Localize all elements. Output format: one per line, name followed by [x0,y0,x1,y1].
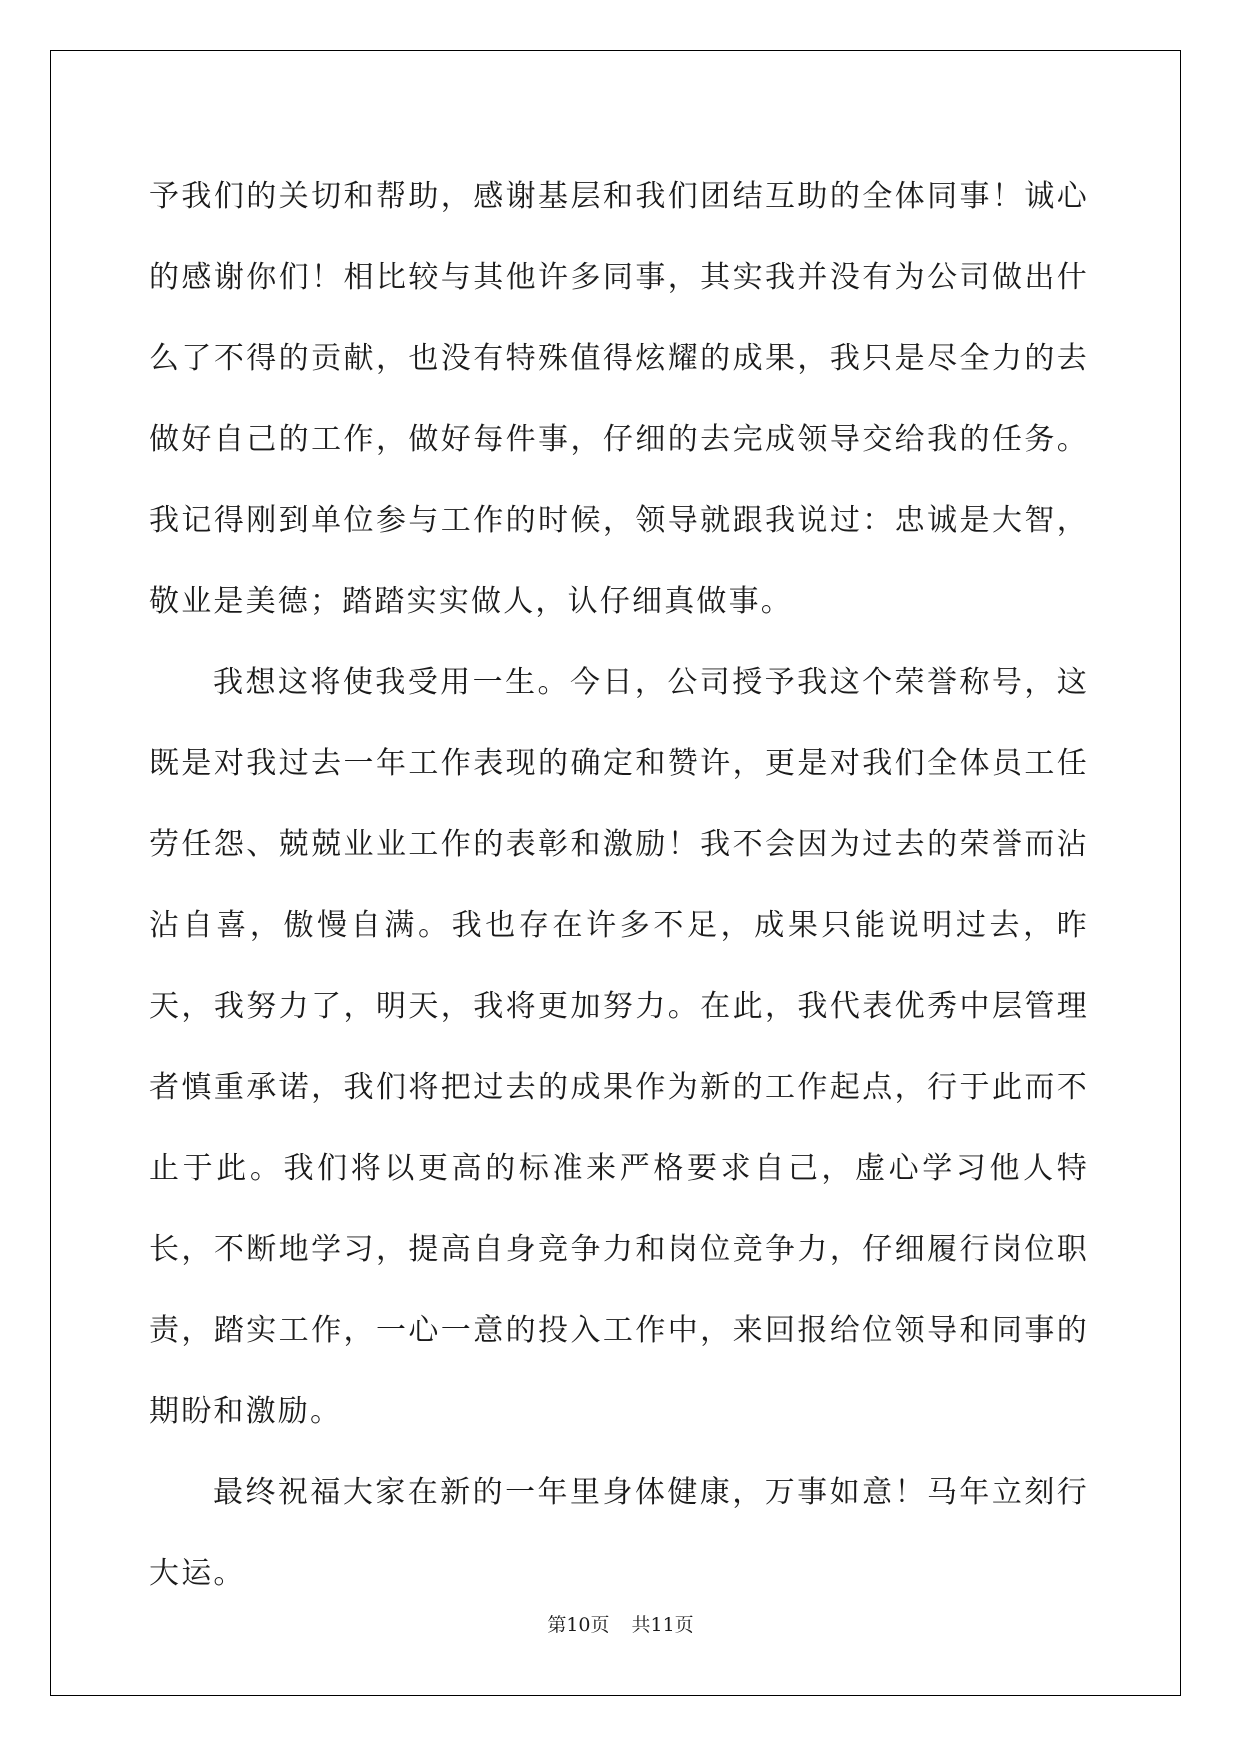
page-footer [0,1610,1241,1637]
paragraph-1: 予我们的关切和帮助，感谢基层和我们团结互助的全体同事！诚心的感谢你们！相比较与其他许多同事，其实我并没有为公司做出什么了不得的贡献，也没有特殊值得炫耀的成果，我只是尽全力的去做好自己的工作，做好每件事，仔细的去完成领导交给我的任务。我记得刚到单位参与工作的时候，领导就跟我说过：忠诚是大智，敬业是美德；踏踏实实做人，认仔细真做事。 [149,179,1089,619]
current-page-number: 第10页 [547,1614,610,1636]
paragraph-3: 最终祝福大家在新的一年里身体健康，万事如意！马年立刻行大运。 [149,1475,1089,1591]
total-page-count: 共11页 [631,1614,694,1636]
paragraph-2: 我想这将使我受用一生。今日，公司授予我这个荣誉称号，这既是对我过去一年工作表现的确定和赞许，更是对我们全体员工任劳任怨、兢兢业业工作的表彰和激励！我不会因为过去的荣誉而沾沾自喜，傲慢自满。我也存在许多不足，成果只能说明过去，昨天，我努力了，明天，我将更加努力。在此，我代表优秀中层管理者慎重承诺，我们将把过去的成果作为新的工作起点，行于此而不止于此。我们将以更高的标准来严格要求自己，虚心学习他人特长，不断地学习，提高自身竞争力和岗位竞争力，仔细履行岗位职责，踏实工作，一心一意的投入工作中，来回报给位领导和同事的期盼和激励。 [149,665,1089,1429]
document-body [149,156,1089,1614]
